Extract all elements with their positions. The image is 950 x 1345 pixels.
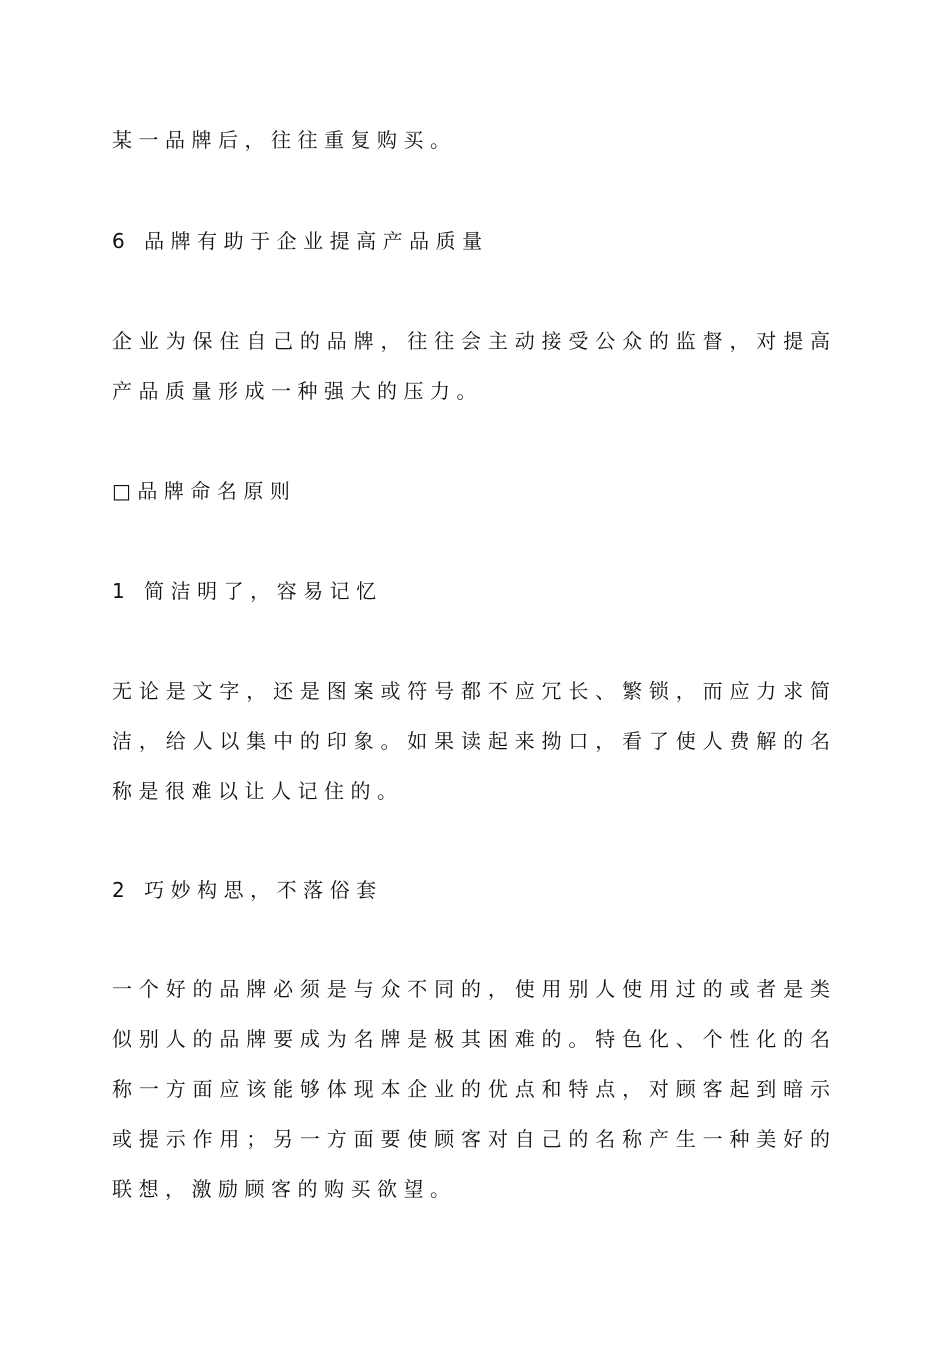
section-heading: □品牌命名原则 <box>112 479 297 503</box>
section-heading: 1 简洁明了，容易记忆 <box>112 579 383 603</box>
paragraph-line: 某一品牌后，往往重复购买。 <box>112 128 457 152</box>
section-heading: 2 巧妙构思，不落俗套 <box>112 878 383 902</box>
paragraph-line: 企业为保住自己的品牌，往往会主动接受公众的监督，对提高 <box>112 329 830 353</box>
paragraph-line: 似别人的品牌要成为名牌是极其困难的。特色化、个性化的名 <box>112 1027 830 1051</box>
paragraph-line: 或提示作用；另一方面要使顾客对自己的名称产生一种美好的 <box>112 1127 830 1151</box>
paragraph-line: 一个好的品牌必须是与众不同的，使用别人使用过的或者是类 <box>112 977 830 1001</box>
paragraph-line: 称一方面应该能够体现本企业的优点和特点，对顾客起到暗示 <box>112 1077 830 1101</box>
section-heading: 6 品牌有助于企业提高产品质量 <box>112 229 489 253</box>
paragraph-line: 无论是文字，还是图案或符号都不应冗长、繁锁，而应力求简 <box>112 679 830 703</box>
paragraph-line: 称是很难以让人记住的。 <box>112 779 404 803</box>
paragraph-line: 洁，给人以集中的印象。如果读起来拗口，看了使人费解的名 <box>112 729 830 753</box>
paragraph-line: 产品质量形成一种强大的压力。 <box>112 379 483 403</box>
paragraph-line: 联想，激励顾客的购买欲望。 <box>112 1177 457 1201</box>
